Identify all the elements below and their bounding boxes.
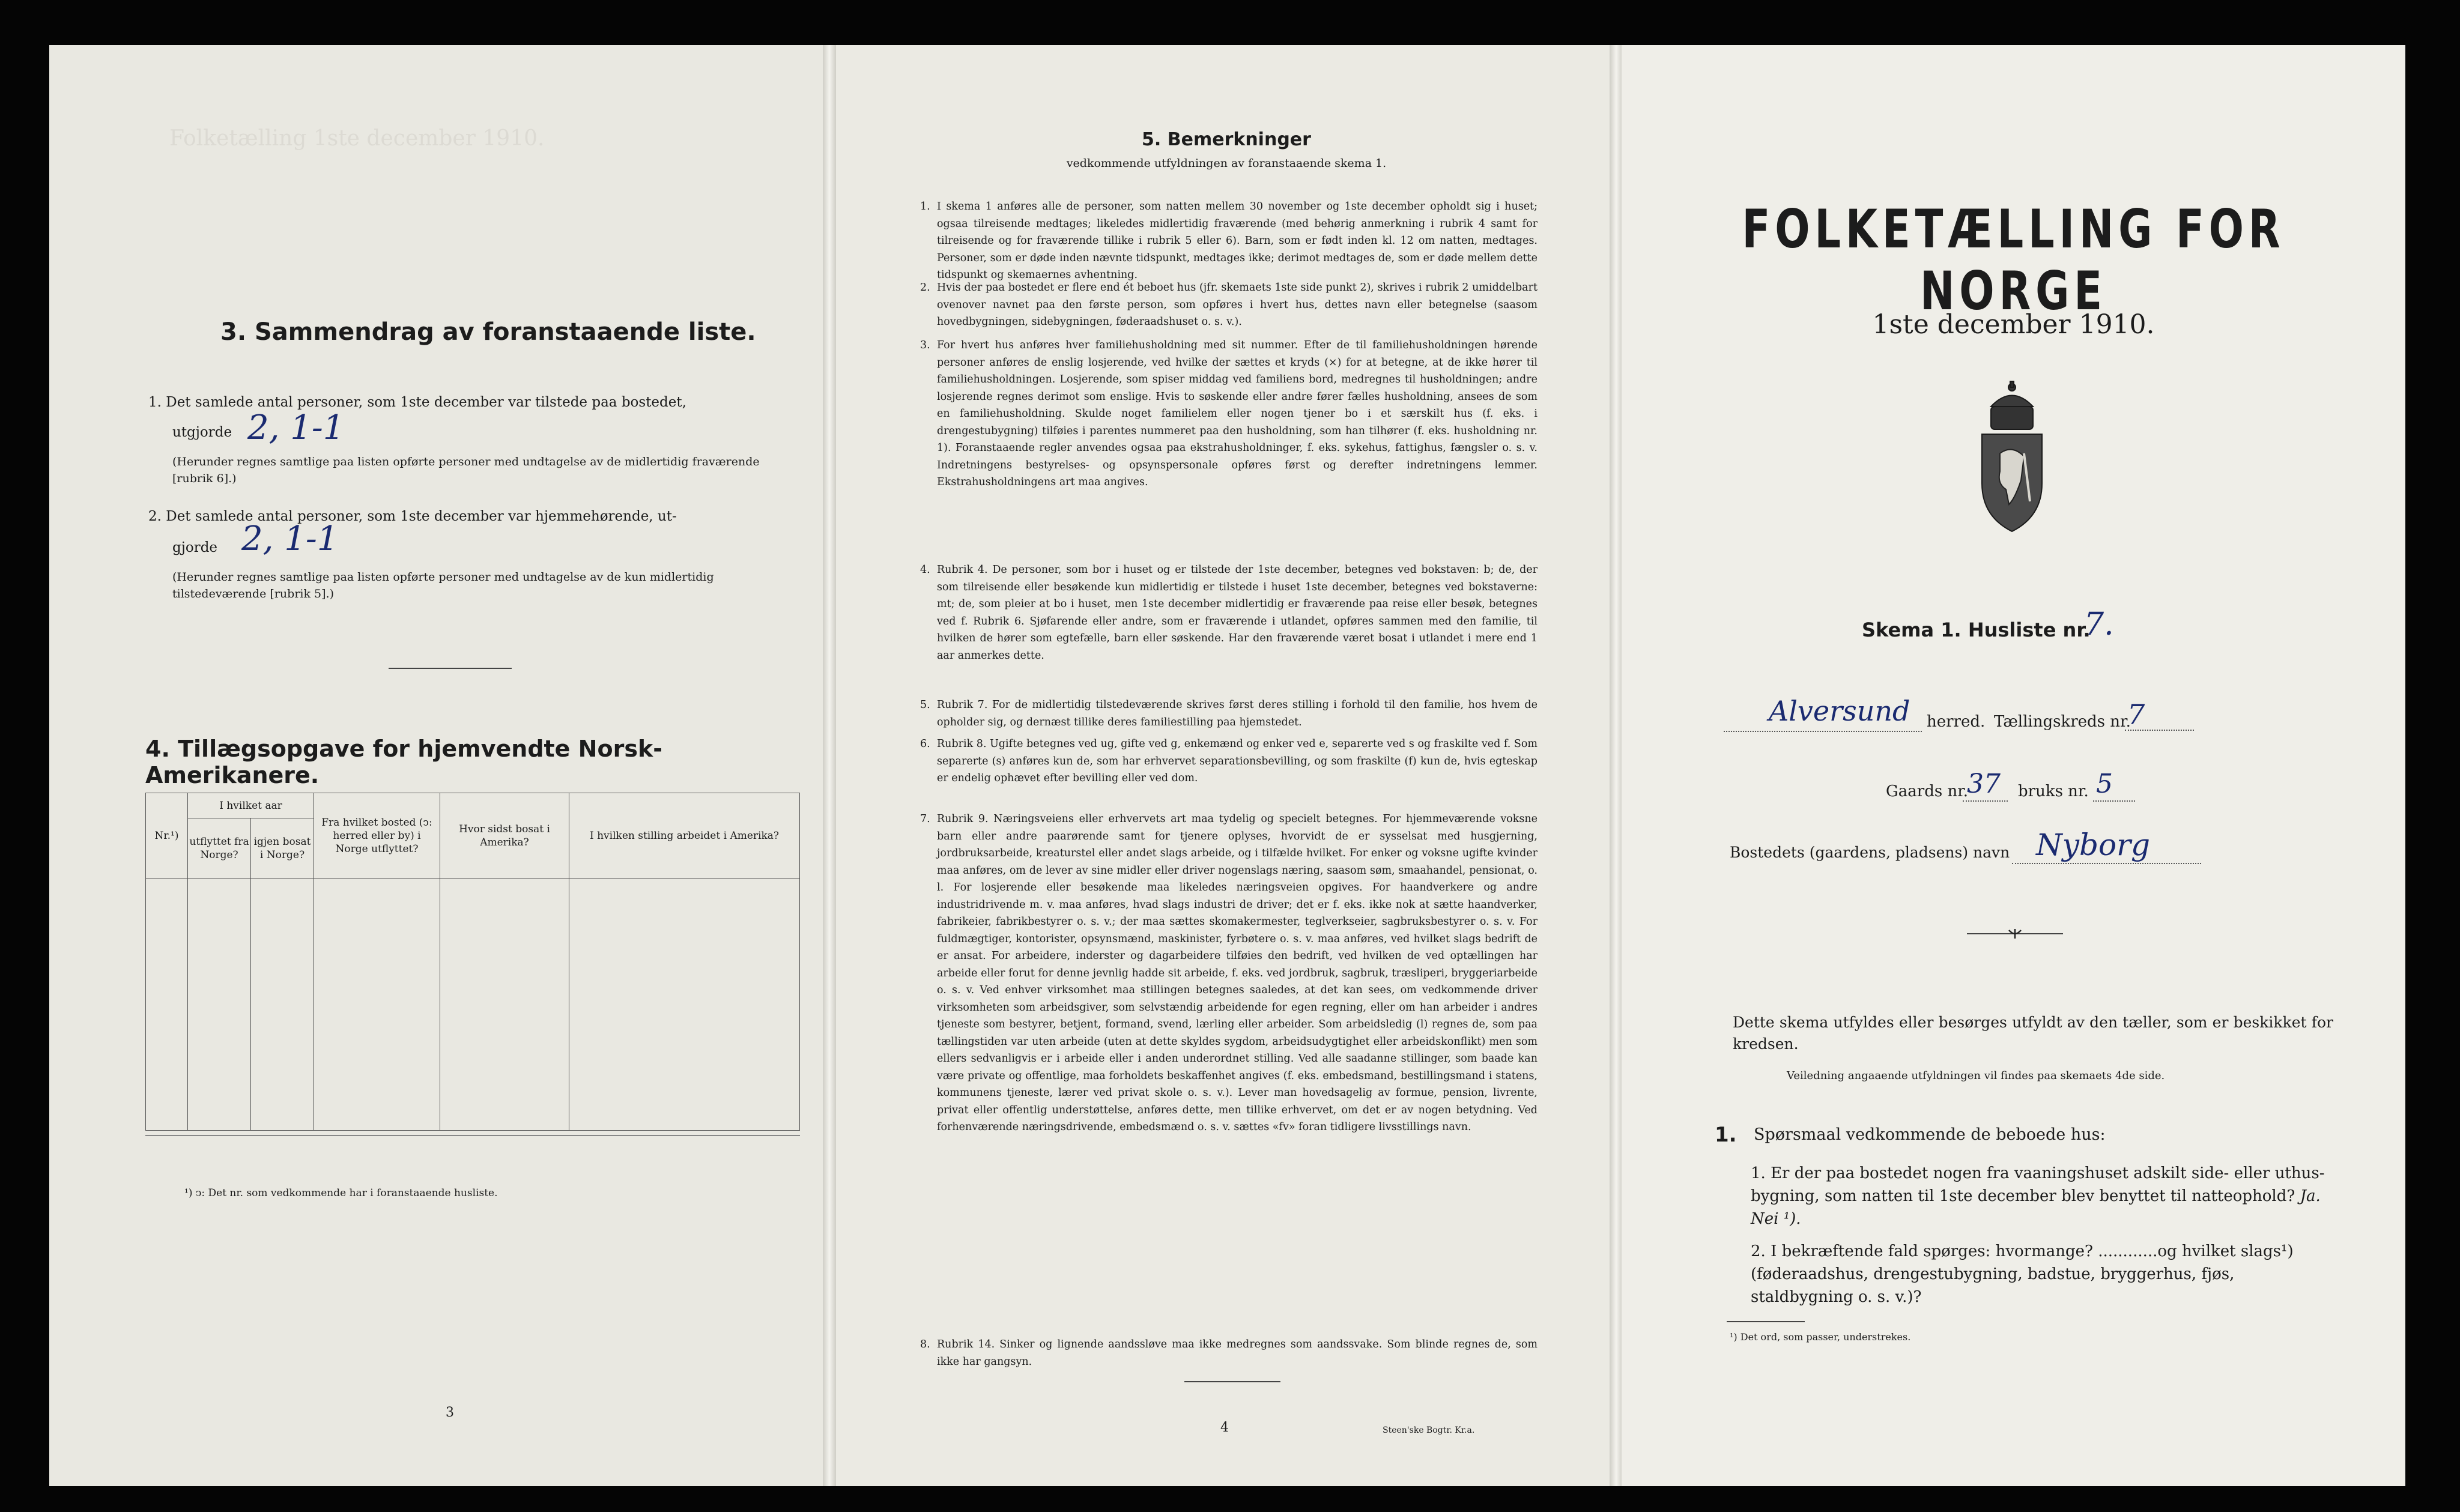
- remark-5: 5. Rubrik 7. For de midlertidig tilstedeværende skrives først deres stilling i forhold til den familie, hos hvem de opholder sig, og dernæst tillike deres familiestilling paa hjemstedet.: [920, 699, 1538, 728]
- question-heading: Spørsmaal vedkommende de beboede hus:: [1754, 1125, 2106, 1144]
- remark-6: 6. Rubrik 8. Ugifte betegnes ved ug, gifte ved g, enkemænd og enker ved e, separerte ved s og fraskilte ved f. Som separerte (s) anføres kun de, som har erhvervet separationsbevilling, og som fraskilte (f) kun de, hvis egteskap er endelig ophævet efter bevilling eller ved dom.: [920, 738, 1538, 784]
- item2-handwritten-value: 2, 1-1: [241, 519, 339, 558]
- col-bosted: Fra hvilket bosted (ↄ: herred eller by) i Norge utflyttet?: [314, 793, 440, 878]
- norsk-amerikanere-table: [145, 793, 800, 1131]
- question-1-text: 1. Er der paa bostedet nogen fra vaaningshuset adskilt side- eller uthus-bygning, som natten til 1ste december blev benyttet til natteophold?: [1751, 1164, 2325, 1205]
- skema-label: Skema 1. Husliste nr.: [1862, 618, 2091, 641]
- gaards-field-line: [1963, 800, 2008, 802]
- herred-value: Alversund: [1769, 695, 1910, 727]
- remark-1: 1. I skema 1 anføres alle de personer, som natten mellem 30 november og 1ste december opholdt sig i huset; ogsaa tilreisende medtages; likeledes midlertidig fraværende (med behørig anmerkning i rubrik 4 samt for tilreisende og for fraværende tillike i rubrik 5 eller 6). Barn, som er født inden kl. 12 om natten, medtages. Personer, som er døde inden nævnte tidspunkt, medtages ikke; derimot medtages de, som er døde mellem dette tidspunkt og skemaernes avhentning.: [920, 201, 1538, 281]
- page-4: [836, 45, 1617, 1486]
- divider: [1184, 1381, 1280, 1382]
- item2-prefix: gjorde: [172, 540, 218, 555]
- footnote: ¹) ↄ: Det nr. som vedkommende har i foranstaaende husliste.: [184, 1187, 498, 1199]
- gaards-label: Gaards nr.: [1886, 782, 1969, 800]
- ornament-divider-icon: [1967, 928, 2063, 940]
- kreds-label: Tællingskreds nr.: [1994, 713, 2131, 731]
- remarks-subtitle: vedkommende utfyldningen av foranstaaende skema 1.: [1066, 157, 1387, 170]
- bosted-value: Nyborg: [2036, 827, 2151, 862]
- instruction-1: Dette skema utfyldes eller besørges utfyldt av den tæller, som er beskikket for kredsen.: [1733, 1014, 2333, 1053]
- col-igjen: igjen bosat i Norge?: [251, 818, 314, 878]
- page-number: 3: [446, 1405, 454, 1420]
- page-3: [49, 45, 823, 1486]
- col-nr: Nr.¹): [146, 793, 188, 878]
- footnote-rule: [1727, 1321, 1805, 1322]
- herred-field: [1724, 695, 1922, 732]
- col-aar: I hvilket aar: [188, 793, 314, 818]
- remarks-title: 5. Bemerkninger: [1142, 129, 1311, 150]
- table-cell: [569, 878, 800, 1131]
- remark-8: 8. Rubrik 14. Sinker og lignende aandssløve maa ikke medregnes som aandssvake. Som blinde regnes de, som ikke har gangsyn.: [920, 1338, 1538, 1368]
- page-gutter: [1610, 45, 1623, 1486]
- col-stilling: I hvilken stilling arbeidet i Amerika?: [569, 793, 800, 878]
- remark-2: 2. Hvis der paa bostedet er flere end ét beboet hus (jfr. skemaets 1ste side punkt 2), skrives i rubrik 2 umiddelbart ovenover navnet paa den første person, som opføres i hvert hus, dettes navn eller betegnelse (saasom hovedbygningen, sidebygningen, føderaadshuset o. s. v.).: [920, 282, 1538, 328]
- question-1-answer: Ja. Nei ¹).: [1751, 1187, 2321, 1228]
- item2-note: (Herunder regnes samtlige paa listen opførte personer med undtagelse av de kun midlertidig tilstedeværende [rubrik 5].): [172, 570, 714, 600]
- table-cell: [188, 878, 251, 1131]
- question-1: [1751, 1162, 2333, 1230]
- kreds-value: 7: [2127, 698, 2145, 731]
- divider: [389, 668, 512, 669]
- item1-note: (Herunder regnes samtlige paa listen opførte personer med undtagelse av de midlertidig fraværende [rubrik 6].): [172, 455, 760, 485]
- faded-header: Folketælling 1ste december 1910.: [169, 126, 545, 151]
- census-date: 1ste december 1910.: [1872, 309, 2155, 340]
- page-number: 4: [1220, 1420, 1229, 1435]
- remark-7: 7. Rubrik 9. Næringsveiens eller erhvervets art maa tydelig og specielt betegnes. For hjemmeværende voksne barn eller andre paarørende samt for tjenere oplyses, hvorvidt de er sysselsat med husgjerning, jordbruksarbeide, kreaturstel eller andet slags arbeide, og i tilfælde hvilket. For enker og voksne ugifte kvinder maa anføres, om de lever av sine midler eller driver nogenslags næring, saasom søm, smaahandel, pensionat, o. l. For losjerende eller besøkende maa likeledes næringsveien opgives. For haandverkere og andre industridrivende m. v. maa anføres, hvad slags industri de driver; det er f. eks. ikke nok at sætte haandverker, fabrikeier, fabrikbestyrer o. s. v.; der maa sættes skomakermester, teglverkseier, sagbruksbestyrer o. s. v. For fuldmægtiger, kontorister, opsynsmænd, maskinister, fyrbøtere o. s. v. maa anføres, ved hvilket slags bedrift de er ansat. For arbeidere, inderster og dagarbeidere tilføies den bedrift, ved hvilken de ved optællingen har arbeide eller forut for denne jevnlig hadde sit arbeide, f. eks. ved jordbruk, sagbruk, træsliperi, bryggeriarbeide o. s. v. Ved enhver virksomhet maa stillingen betegnes saaledes, at det kan sees, om vedkommende driver virksomheten som arbeidsgiver, som selvstændig arbeidende for egen regning, eller om han arbeider i andres tjeneste som bestyrer, betjent, formand, svend, lærling eller arbeider. Som arbeidsledig (l) regnes de, som paa tællingstiden var uten arbeide (uten at dette skyldes sygdom, arbeidsudygtighet eller arbeidskonflikt) men som ellers sedvanligvis er i arbeide eller i anden underordnet stilling. Ved alle saadanne stillinger, som baade kan være private og offentlige, maa forholdets beskaffenhet angives (f. eks. embedsmand, bestillingsmand i statens, kommunens tjeneste, lærer ved privat skole o. s. v.). Lever man hovedsagelig av formue, pension, livrente, privat eller offentlig understøttelse, anføres dette, men tillike erhvervet, om det er av nogen betydning. Ved forhenværende næringsdrivende, embedsmænd o. s. v. sættes «fv» foran tidligere livsstillings navn.: [920, 813, 1538, 1133]
- bruks-field-line: [2093, 800, 2135, 802]
- table-bottom-rule: [145, 1135, 800, 1136]
- col-utflyttet: utflyttet fra Norge?: [188, 818, 251, 878]
- section4-title: 4. Tillægsopgave for hjemvendte Norsk-Amerikanere.: [145, 736, 662, 788]
- col-amerika: Hvor sidst bosat i Amerika?: [440, 793, 569, 878]
- table-cell: [440, 878, 569, 1131]
- table-cell: [251, 878, 314, 1131]
- herred-label: herred.: [1927, 713, 1986, 731]
- table-body-row: [146, 878, 800, 1131]
- footnote: ¹) Det ord, som passer, understrekes.: [1730, 1331, 1911, 1343]
- bruks-value: 5: [2096, 769, 2113, 799]
- item1-handwritten-value: 2, 1-1: [247, 408, 345, 447]
- page-1: [1622, 45, 2405, 1486]
- remark-3: 3. For hvert hus anføres hver familiehusholdning med sit nummer. Efter de til familiehusholdningen hørende personer anføres de enslig losjerende, ved hvilke der sættes et kryds (×) for at betegne, at de ikke hører til familiehusholdningen. Losjerende, som spiser middag ved familiens bord, medregnes til husholdningen; andre losjerende regnes derimot som enslige. Hvis to søskende eller andre fører fælles husholdning, ansees de som en familiehusholdning. Skulde noget familielem eller nogen tjener bo i et særskilt hus (f. eks. i drengestubygning) tilføies i parentes nummeret paa den husholdning, som han tilhører (f. eks. husholdning nr. 1). Foranstaaende regler anvendes ogsaa paa ekstrahusholdninger, f. eks. sykehus, fattighus, fængsler o. s. v. Indretningens bestyrelses- og opsynspersonale opføres først og derefter indretningens lemmer. Ekstrahusholdningens art maa angives.: [920, 339, 1538, 488]
- bosted-field-line: [2012, 863, 2201, 864]
- question-heading-number: 1.: [1715, 1123, 1737, 1147]
- instruction-2: Veiledning angaaende utfyldningen vil findes paa skemaets 4de side.: [1787, 1069, 2165, 1082]
- printer-mark: Steen'ske Bogtr. Kr.a.: [1383, 1426, 1475, 1435]
- section3-title: 3. Sammendrag av foranstaaende liste.: [220, 318, 756, 346]
- remark-4: 4. Rubrik 4. De personer, som bor i huset og er tilstede der 1ste december, betegnes ved bokstaven: b; de, der som tilreisende eller besøkende kun midlertidig er tilstede i huset 1ste december, betegnes ved bokstaverne: mt; de, som pleier at bo i huset, men 1ste december midlertidig er fraværende paa reise eller besøk, betegnes ved f. Rubrik 6. Sjøfarende eller andre, som er fraværende i utlandet, opføres sammen med den familie, til hvilken de hører som egtefælle, barn eller søskende. Har den fraværende været bosat i utlandet i mere end 1 aar anmerkes dette.: [920, 564, 1538, 662]
- table-cell: [146, 878, 188, 1131]
- bruks-label: bruks nr.: [2018, 782, 2089, 800]
- item2-text: 2. Det samlede antal personer, som 1ste december var hjemmehørende, ut-: [148, 509, 677, 524]
- item1-text: 1. Det samlede antal personer, som 1ste december var tilstede paa bostedet,: [148, 395, 686, 410]
- table-cell: [314, 878, 440, 1131]
- coat-of-arms-icon: [1967, 381, 2057, 534]
- husliste-nr-value: 7.: [2084, 606, 2114, 643]
- item1-prefix: utgjorde: [172, 425, 232, 440]
- page-gutter: [823, 45, 836, 1486]
- question-2: 2. I bekræftende fald spørges: hvormange? ............og hvilket slags¹) (føderaadshus, drengestubygning, badstue, bryggerhus, fjøs, staldbygning o. s. v.)?: [1751, 1242, 2294, 1306]
- census-title: FOLKETÆLLING FOR NORGE: [1742, 198, 2285, 322]
- gaards-value: 37: [1967, 769, 2001, 799]
- bosted-label: Bostedets (gaardens, pladsens) navn: [1730, 844, 2010, 861]
